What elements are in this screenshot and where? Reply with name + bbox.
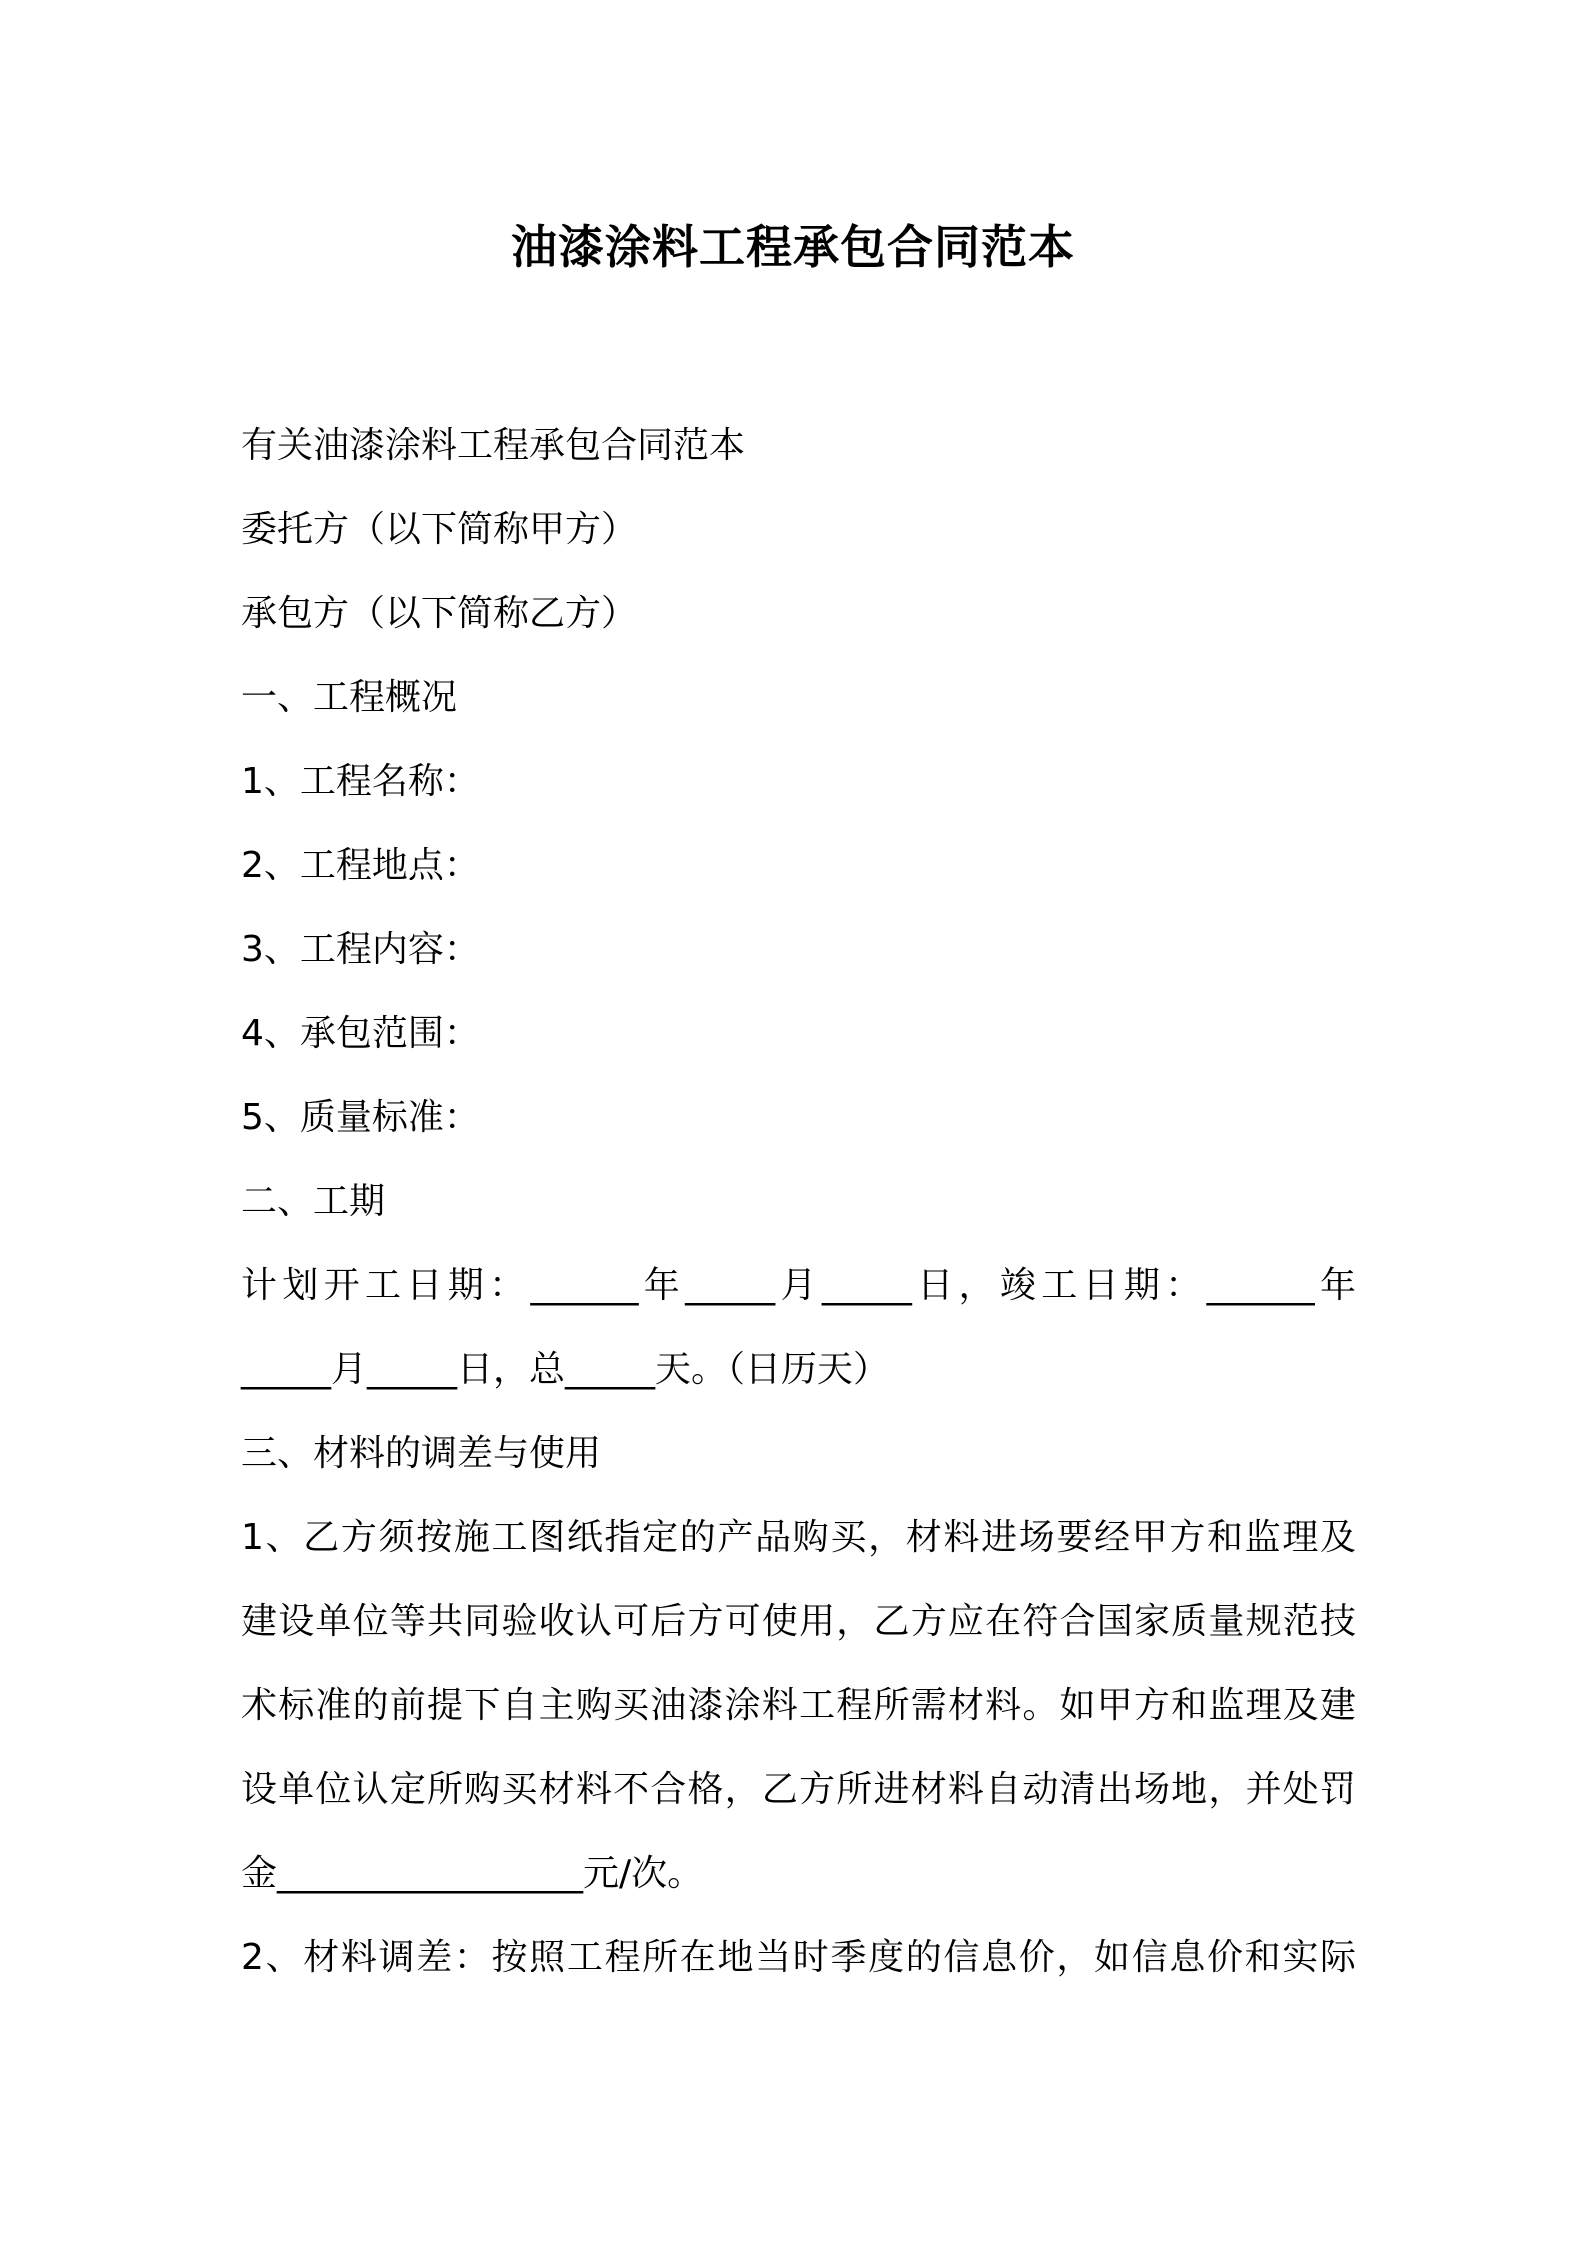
contract-scope-line: 4、承包范围： — [241, 1013, 480, 1054]
schedule-dates-line: 计划开工日期：______年_____月_____日，竣工日期：______年 — [241, 1265, 1356, 1306]
schedule-duration-line: _____月_____日，总_____天。（日历天） — [241, 1349, 890, 1390]
intro-line: 有关油漆涂料工程承包合同范本 — [241, 425, 746, 466]
client-party-line: 委托方（以下简称甲方） — [241, 509, 638, 550]
materials-paragraph-line: 建设单位等共同验收认可后方可使用，乙方应在符合国家质量规范技 — [241, 1601, 1356, 1642]
materials-paragraph-line: 设单位认定所购买材料不合格，乙方所进材料自动清出场地，并处罚 — [241, 1769, 1356, 1810]
project-location-line: 2、工程地点： — [241, 845, 480, 886]
document-body — [241, 404, 1356, 2000]
section-heading-overview: 一、工程概况 — [241, 677, 458, 718]
section-heading-schedule: 二、工期 — [241, 1181, 386, 1222]
contractor-party-line: 承包方（以下简称乙方） — [241, 593, 638, 634]
material-adjustment-line: 2、材料调差：按照工程所在地当时季度的信息价，如信息价和实际 — [241, 1937, 1356, 1978]
project-content-line: 3、工程内容： — [241, 929, 480, 970]
project-name-line: 1、工程名称： — [241, 761, 480, 802]
penalty-line: 金_________________元/次。 — [241, 1853, 704, 1894]
document-title: 油漆涂料工程承包合同范本 — [511, 220, 1075, 274]
materials-paragraph-line: 1、乙方须按施工图纸指定的产品购买，材料进场要经甲方和监理及 — [241, 1517, 1356, 1558]
section-heading-materials: 三、材料的调差与使用 — [241, 1433, 602, 1474]
quality-standard-line: 5、质量标准： — [241, 1097, 480, 1138]
materials-paragraph-line: 术标准的前提下自主购买油漆涂料工程所需材料。如甲方和监理及建 — [241, 1685, 1356, 1726]
